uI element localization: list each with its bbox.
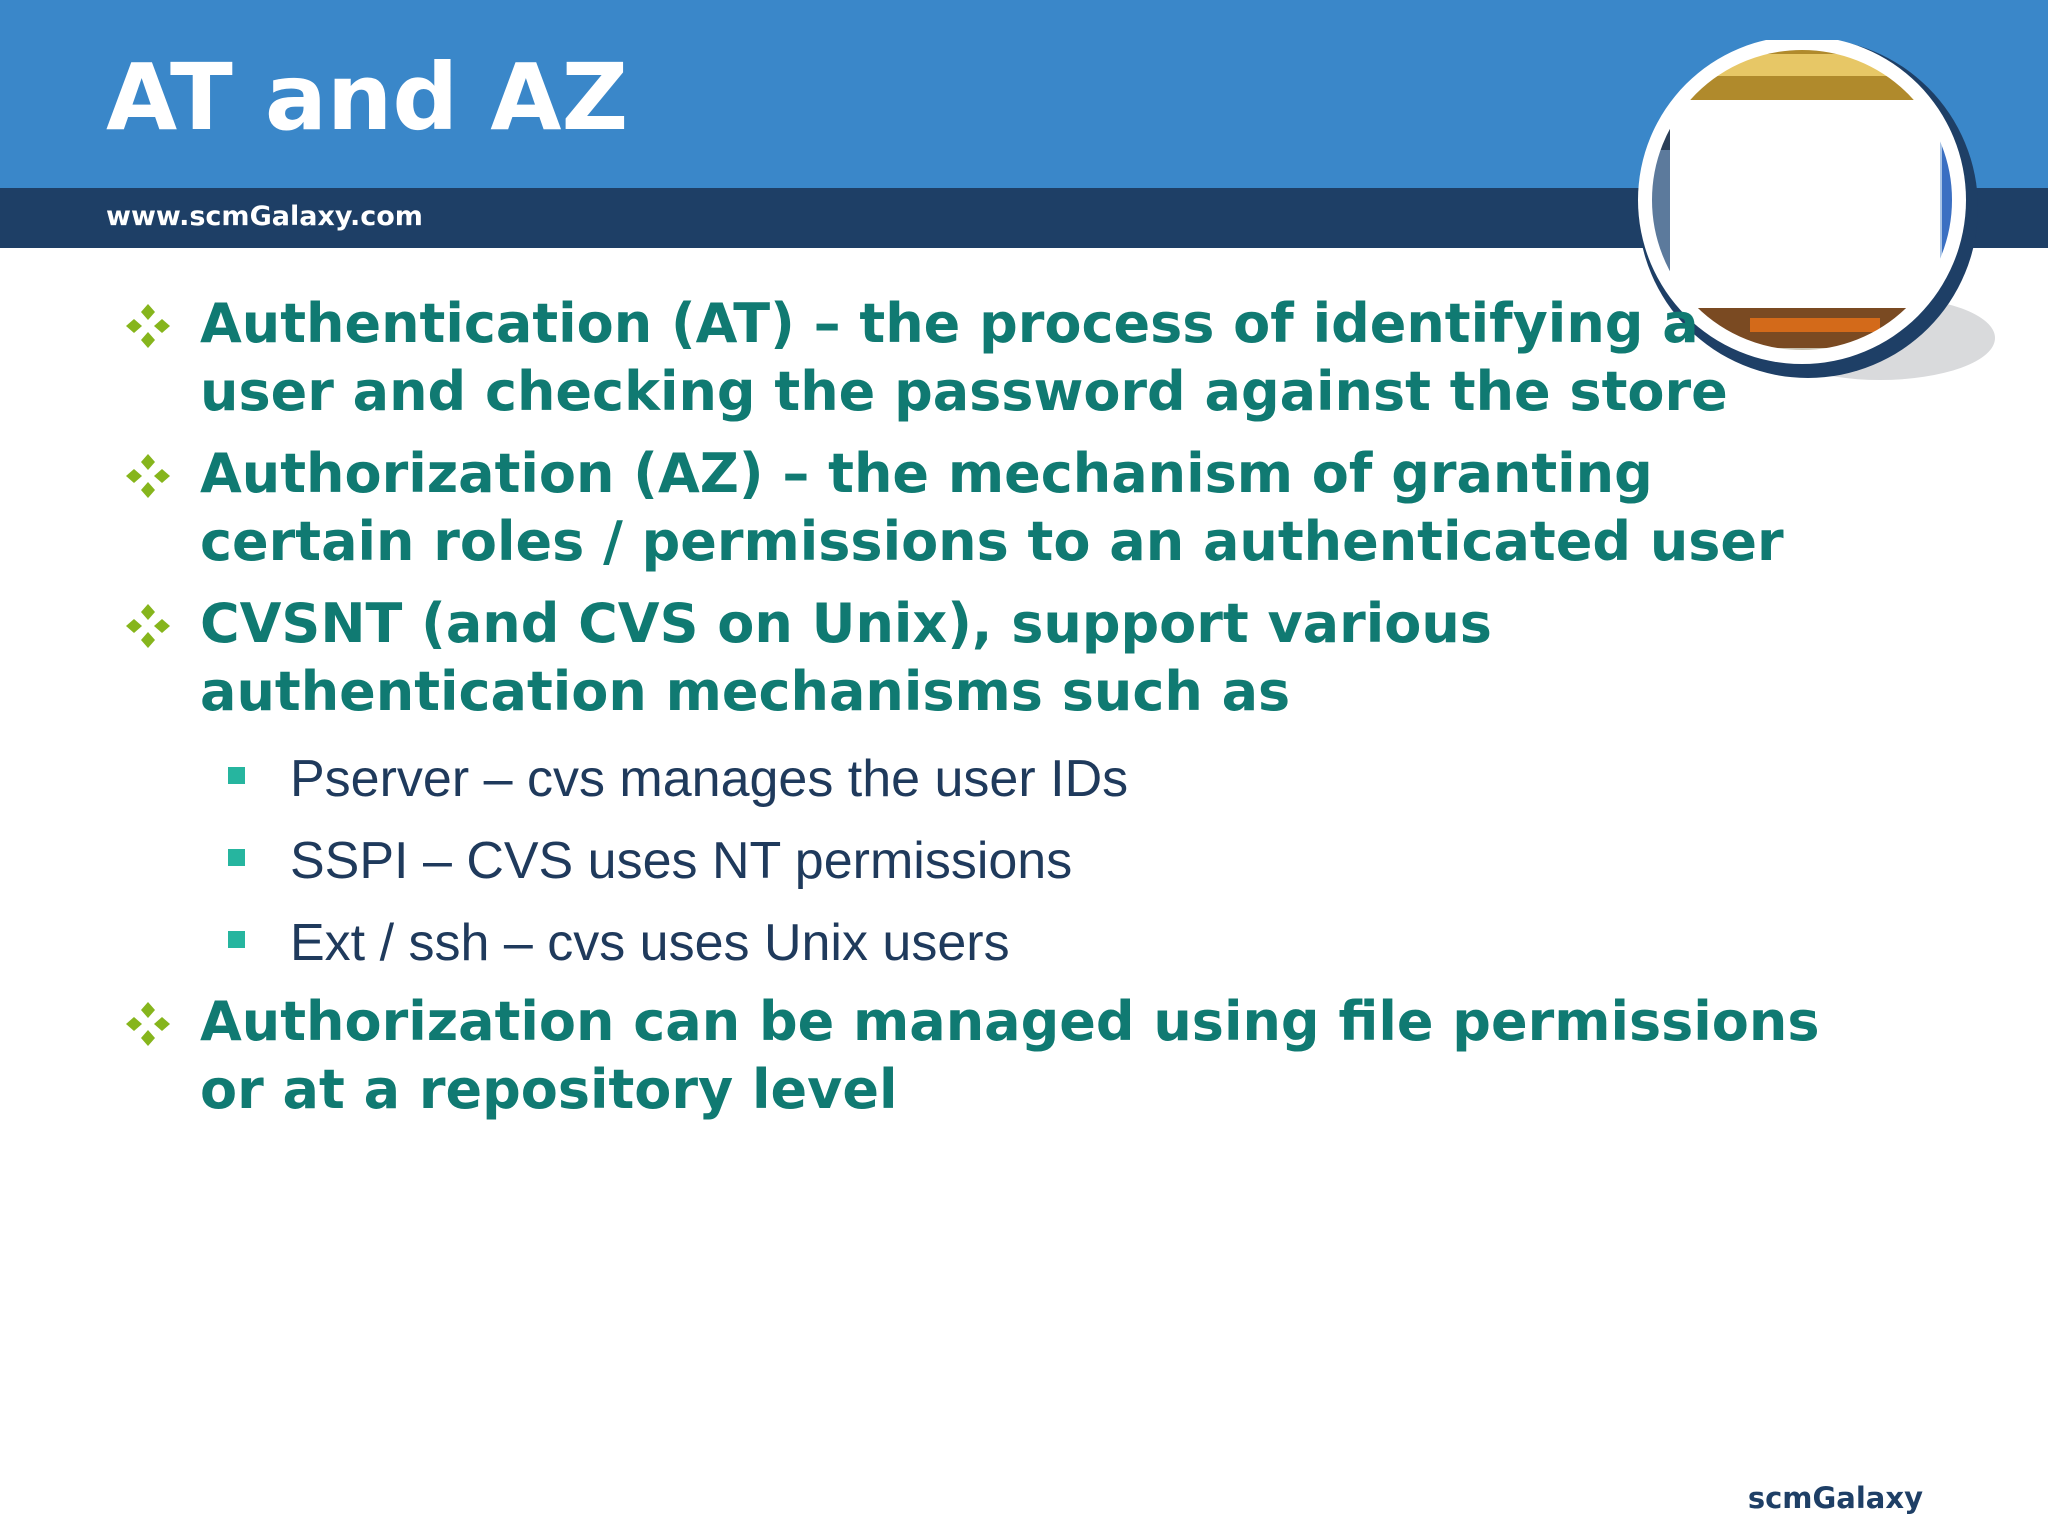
four-diamond-bullet-icon	[124, 302, 172, 350]
bullet-line: Authorization (AZ) – the mechanism of granting	[200, 442, 1653, 505]
bullet-line: authentication mechanisms such as	[200, 660, 1291, 723]
slide-title: AT and AZ	[106, 44, 629, 151]
bullet-line: CVSNT (and CVS on Unix), support various	[200, 592, 1492, 655]
square-bullet-icon	[228, 767, 245, 784]
bullet-line: or at a repository level	[200, 1058, 898, 1121]
bullet-item	[200, 988, 1920, 1124]
bullet-item	[200, 440, 1920, 576]
website-url: www.scmGalaxy.com	[106, 201, 423, 232]
bullet-line: certain roles / permissions to an authenticated user	[200, 510, 1784, 573]
sub-bullet-item: Pserver – cvs manages the user IDs	[290, 750, 1129, 808]
bullet-line: Authorization can be managed using file permissions	[200, 990, 1820, 1053]
bullet-line: user and checking the password against the store	[200, 360, 1728, 423]
footer-brand: scmGalaxy	[1747, 1481, 1923, 1515]
sub-bullet-item: SSPI – CVS uses NT permissions	[290, 832, 1073, 890]
square-bullet-icon	[228, 849, 245, 866]
bullet-item	[200, 290, 1920, 426]
four-diamond-bullet-icon	[124, 452, 172, 500]
sub-bullet-item: Ext / ssh – cvs uses Unix users	[290, 914, 1010, 972]
four-diamond-bullet-icon	[124, 602, 172, 650]
four-diamond-bullet-icon	[124, 1000, 172, 1048]
bullet-item	[200, 590, 1920, 726]
square-bullet-icon	[228, 931, 245, 948]
bullet-line: Authentication (AT) – the process of identifying a	[200, 292, 1699, 355]
